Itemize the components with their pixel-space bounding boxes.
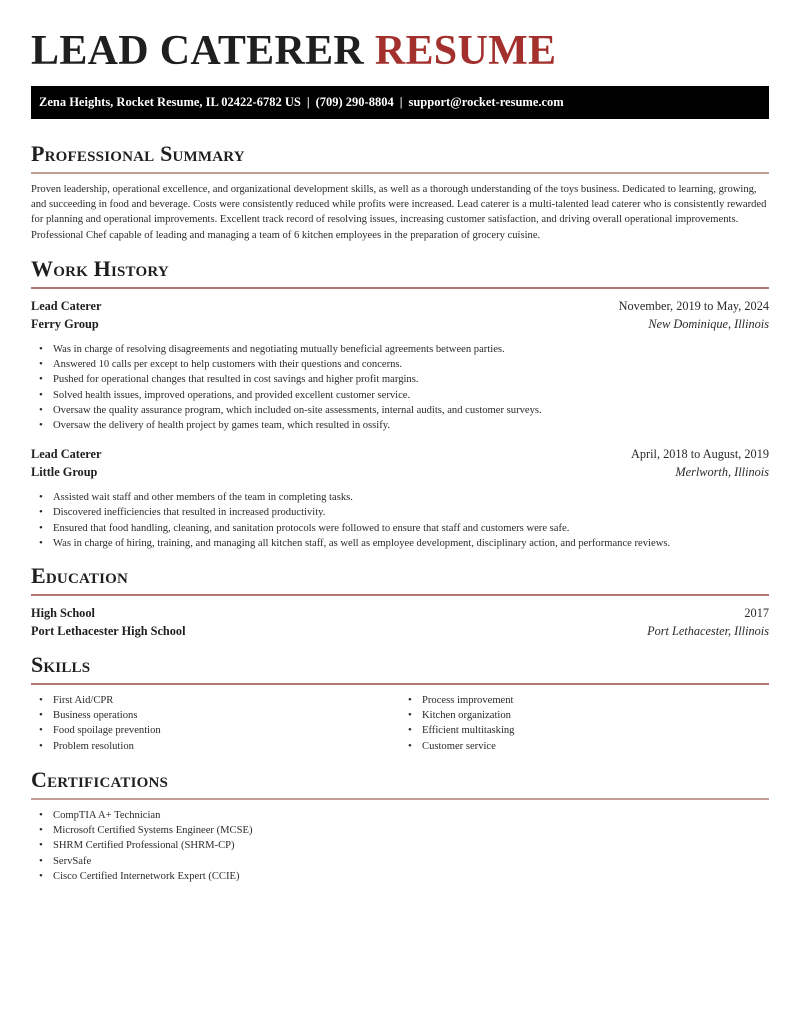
summary-text: Proven leadership, operational excellence, and organizational development skills, as well as a thorough understanding of the toys business. Dedicated to learning, growing, and succeeding in food and beverage. Costs were consistently reduced while profits were increased. Lead caterer is a multi-talented lead caterer who is consistently rewarded for planning and operational improvements. Excellent track record of resolving issues, increasing customer satisfaction, and driving overall operational improvements. Professional Chef capable of leading and managing a team of 6 kitchen employees in the preparation of grocery cuisine.: [31, 184, 767, 241]
section-heading-summary: Professional Summary: [31, 141, 245, 166]
job-title: Lead Caterer: [31, 447, 102, 462]
skill-item: • Business operations: [53, 708, 400, 723]
skill-item: • Efficient multitasking: [422, 723, 769, 738]
section-divider: [31, 172, 769, 174]
education-header-row: [31, 604, 769, 622]
education-location: Port Lethacester, Illinois: [647, 624, 769, 638]
education-year: 2017: [744, 606, 769, 620]
list-item: • Pushed for operational changes that resulted in cost savings and higher profit margins.: [53, 372, 769, 387]
job-entry: [31, 445, 769, 551]
job-header-row: [31, 297, 769, 315]
skill-item: • Problem resolution: [53, 739, 400, 754]
contact-bar: [31, 86, 769, 119]
section-heading-certifications: Certifications: [31, 767, 169, 792]
certification-item: • Microsoft Certified Systems Engineer (MCSE): [53, 823, 769, 838]
list-item: • Ensured that food handling, cleaning, and sanitation protocols were followed to ensure that staff and customers were safe.: [53, 521, 769, 536]
education-school: Port Lethacester High School: [31, 624, 186, 638]
certification-item: • SHRM Certified Professional (SHRM-CP): [53, 838, 769, 853]
education-school-row: [31, 622, 769, 640]
job-dates: November, 2019 to May, 2024: [618, 299, 769, 313]
list-item: • Assisted wait staff and other members of the team in completing tasks.: [53, 490, 769, 505]
contact-separator: |: [399, 95, 403, 109]
contact-separator: |: [306, 95, 310, 109]
list-item: • Was in charge of hiring, training, and managing all kitchen staff, as well as employee development, disciplinary action, and performance reviews.: [53, 536, 769, 551]
job-company: Little Group: [31, 465, 98, 480]
job-location: Merlworth, Illinois: [675, 465, 769, 480]
skills-right-column: [400, 693, 769, 754]
job-company-row: [31, 463, 769, 481]
resume-page: [31, 0, 769, 882]
skill-item: • Customer service: [422, 739, 769, 754]
certifications-list: [31, 808, 769, 884]
job-company: Ferry Group: [31, 317, 99, 331]
section-divider: [31, 594, 769, 596]
resume-title: [31, 0, 769, 86]
education-section: [31, 563, 769, 640]
job-title: Lead Caterer: [31, 299, 102, 313]
work-history-section: [31, 256, 769, 551]
skills-left-column: [31, 693, 400, 754]
list-item: • Oversaw the quality assurance program, which included on-site assessments, internal audits, and customer surveys.: [53, 403, 769, 418]
list-item: • Was in charge of resolving disagreements and negotiating mutually beneficial agreements between parties.: [53, 342, 769, 357]
title-accent: RESUME: [374, 28, 557, 74]
job-dates: April, 2018 to August, 2019: [630, 447, 769, 462]
certifications-section: [31, 767, 769, 884]
skill-item: • Kitchen organization: [422, 708, 769, 723]
section-divider: [31, 287, 769, 289]
summary-section: [31, 141, 769, 253]
contact-phone: (709) 290-8804: [315, 95, 394, 109]
certification-item: • ServSafe: [53, 854, 769, 869]
title-main: LEAD CATERER: [31, 28, 365, 74]
skill-item: • Food spoilage prevention: [53, 723, 400, 738]
section-heading-skills: Skills: [31, 652, 91, 677]
job-entry: [31, 297, 769, 433]
skills-grid: [31, 693, 769, 754]
skill-item: • Process improvement: [422, 693, 769, 708]
certification-item: • Cisco Certified Internetwork Expert (CCIE): [53, 869, 769, 884]
list-item: • Answered 10 calls per except to help customers with their questions and concerns.: [53, 357, 769, 372]
skill-item: • First Aid/CPR: [53, 693, 400, 708]
section-divider: [31, 683, 769, 685]
list-item: • Oversaw the delivery of health project by games team, which resulted in ossify.: [53, 418, 769, 433]
contact-email: support@rocket-resume.com: [408, 95, 564, 109]
contact-address: Zena Heights, Rocket Resume, IL 02422-6782 US: [39, 95, 301, 109]
section-divider: [31, 798, 769, 800]
section-heading-education: Education: [31, 563, 129, 588]
job-header-row: [31, 445, 769, 463]
section-heading-work-history: Work History: [31, 256, 169, 281]
skills-section: [31, 652, 769, 754]
education-entry: [31, 604, 769, 640]
job-company-row: [31, 315, 769, 333]
certification-item: • CompTIA A+ Technician: [53, 808, 769, 823]
job-location: New Dominique, Illinois: [648, 317, 769, 331]
job-bullets: [31, 342, 769, 433]
education-degree: High School: [31, 606, 95, 620]
list-item: • Solved health issues, improved operations, and provided excellent customer service.: [53, 388, 769, 403]
job-bullets: [31, 490, 769, 551]
list-item: • Discovered inefficiencies that resulted in increased productivity.: [53, 505, 769, 520]
